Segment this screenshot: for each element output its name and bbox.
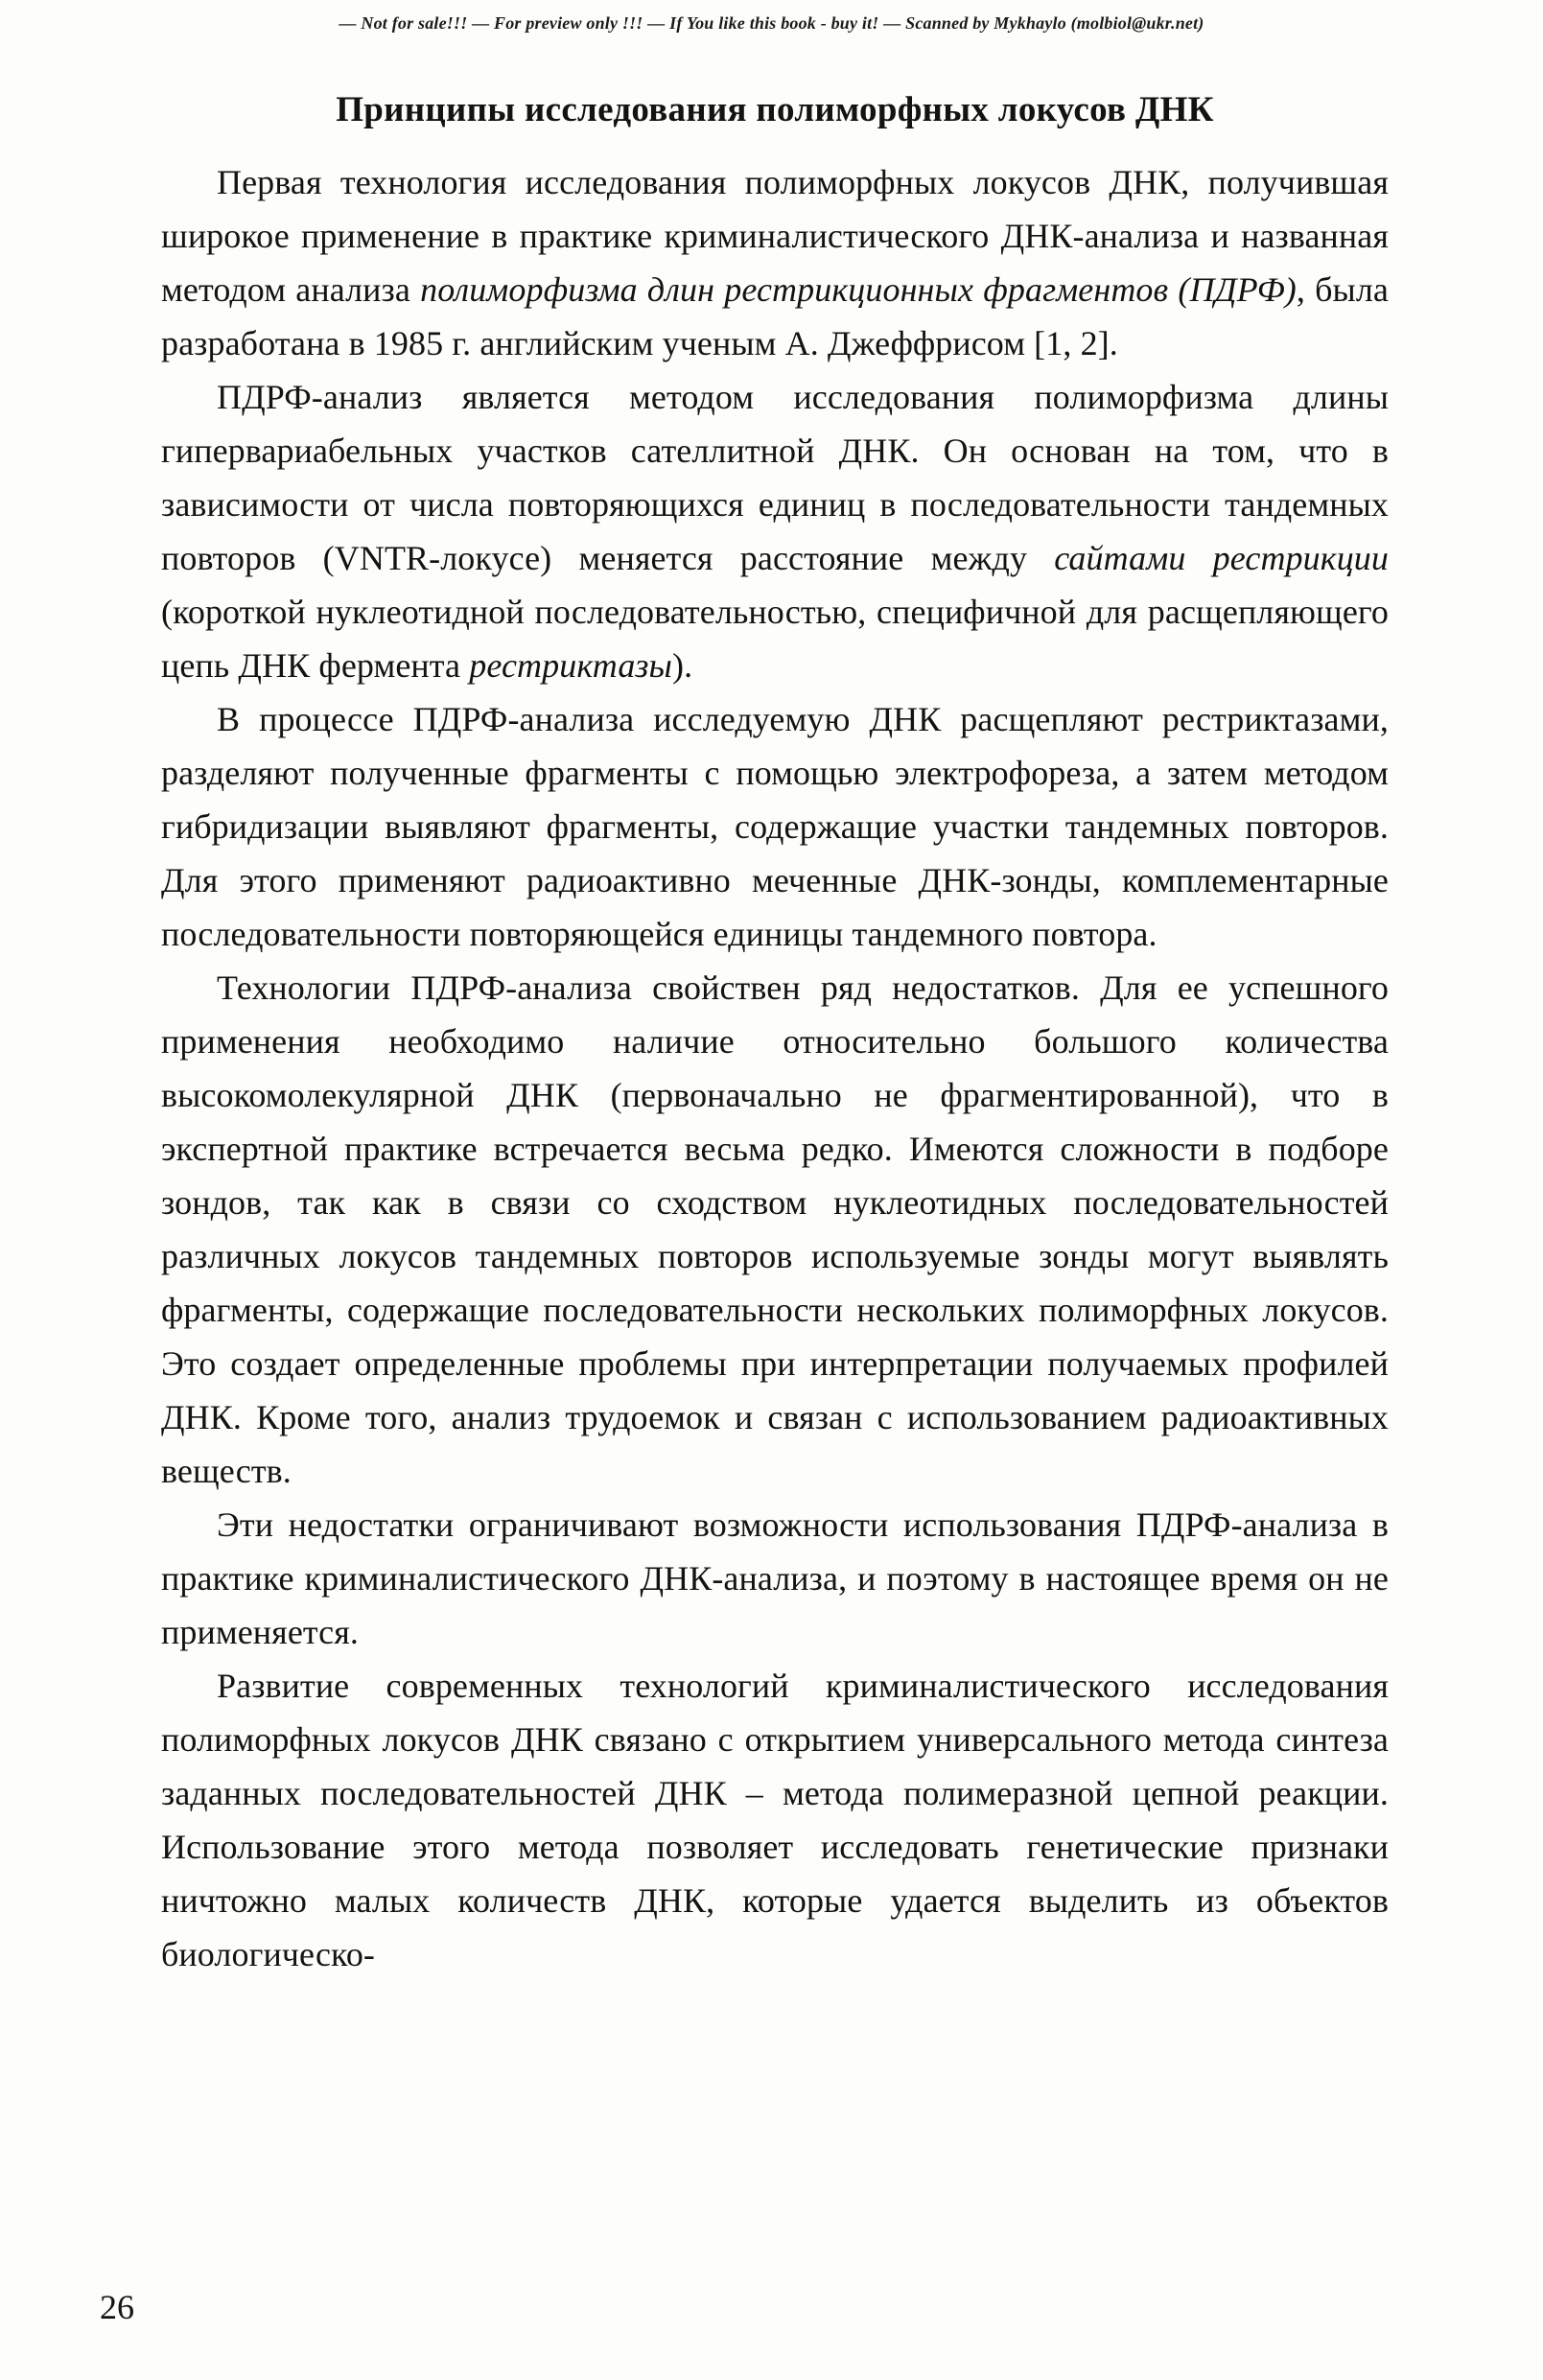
- paragraph-6: [161, 1659, 1389, 1981]
- text-run-italic: рестриктазы: [469, 646, 673, 685]
- text-run-italic: сайтами рестрикции: [1054, 539, 1389, 577]
- text-run: , была разработана в 1985 г. английским ученым А. Джеффрисом [1, 2].: [161, 270, 1389, 362]
- text-run: Технологии ПДРФ-анализа свойствен ряд недостатков. Для ее успешного применения необходимо наличие относительно большого количества высокомолекулярной ДНК (первоначально не фрагментированной), что в экспертной практике встречается весьма редко. Имеются сложности в подборе зондов, так как в связи со сходством нуклеотидных последовательностей различных локусов тандемных повторов используемые зонды могут выявлять фрагменты, содержащие последовательности нескольких полиморфных локусов. Это создает определенные проблемы при интерпретации получаемых профилей ДНК. Кроме того, анализ трудоемок и связан с использованием радиоактивных веществ.: [161, 968, 1389, 1490]
- text-run: Эти недостатки ограничивают возможности использования ПДРФ-анализа в практике криминалистического ДНК-анализа, и поэтому в настоящее время он не применяется.: [161, 1505, 1389, 1651]
- page-content: [161, 86, 1389, 1981]
- text-run: ПДРФ-анализ является методом исследования полиморфизма длины гипервариабельных участков сателлитной ДНК. Он основан на том, что в зависимости от числа повторяющихся единиц в последовательности тандемных повторов (VNTR-локусе) меняется расстояние между: [161, 378, 1389, 577]
- text-run: (короткой нуклеотидной последовательностью, специфичной для расщепляющего цепь ДНК фермента: [161, 593, 1389, 685]
- text-run: Развитие современных технологий криминалистического исследования полиморфных локусов ДНК связано с открытием универсального метода синтеза заданных последовательностей ДНК – метода полимеразной цепной реакции. Использование этого метода позволяет исследовать генетические признаки ничтожно малых количеств ДНК, которые удается выделить из объектов биологическо-: [161, 1667, 1389, 1973]
- paragraph-1: [161, 155, 1389, 370]
- paragraph-5: [161, 1498, 1389, 1659]
- text-run: ).: [672, 646, 693, 685]
- page-title: Принципы исследования полиморфных локусов ДНК: [336, 90, 1214, 129]
- text-run: В процессе ПДРФ-анализа исследуемую ДНК расщепляют рестриктазами, разделяют полученные фрагменты с помощью электрофореза, а затем методом гибридизации выявляют фрагменты, содержащие участки тандемных повторов. Для этого применяют радиоактивно меченные ДНК-зонды, комплементарные последовательности повторяющейся единицы тандемного повтора.: [161, 700, 1389, 953]
- page-number: 26: [100, 2288, 134, 2326]
- paragraph-2: [161, 370, 1389, 692]
- text-run-italic: полиморфизма длин рестрикционных фрагментов (ПДРФ): [420, 270, 1297, 309]
- paragraph-3: [161, 692, 1389, 961]
- paragraph-4: [161, 961, 1389, 1498]
- scanner-watermark: — Not for sale!!! — For preview only !!! — If You like this book - buy it! — Scanned by Mykhaylo (molbiol@ukr.net): [339, 13, 1204, 33]
- text-run: Первая технология исследования полиморфных локусов ДНК, получившая широкое применение в практике криминалистического ДНК-анализа и названная методом анализа: [161, 163, 1389, 309]
